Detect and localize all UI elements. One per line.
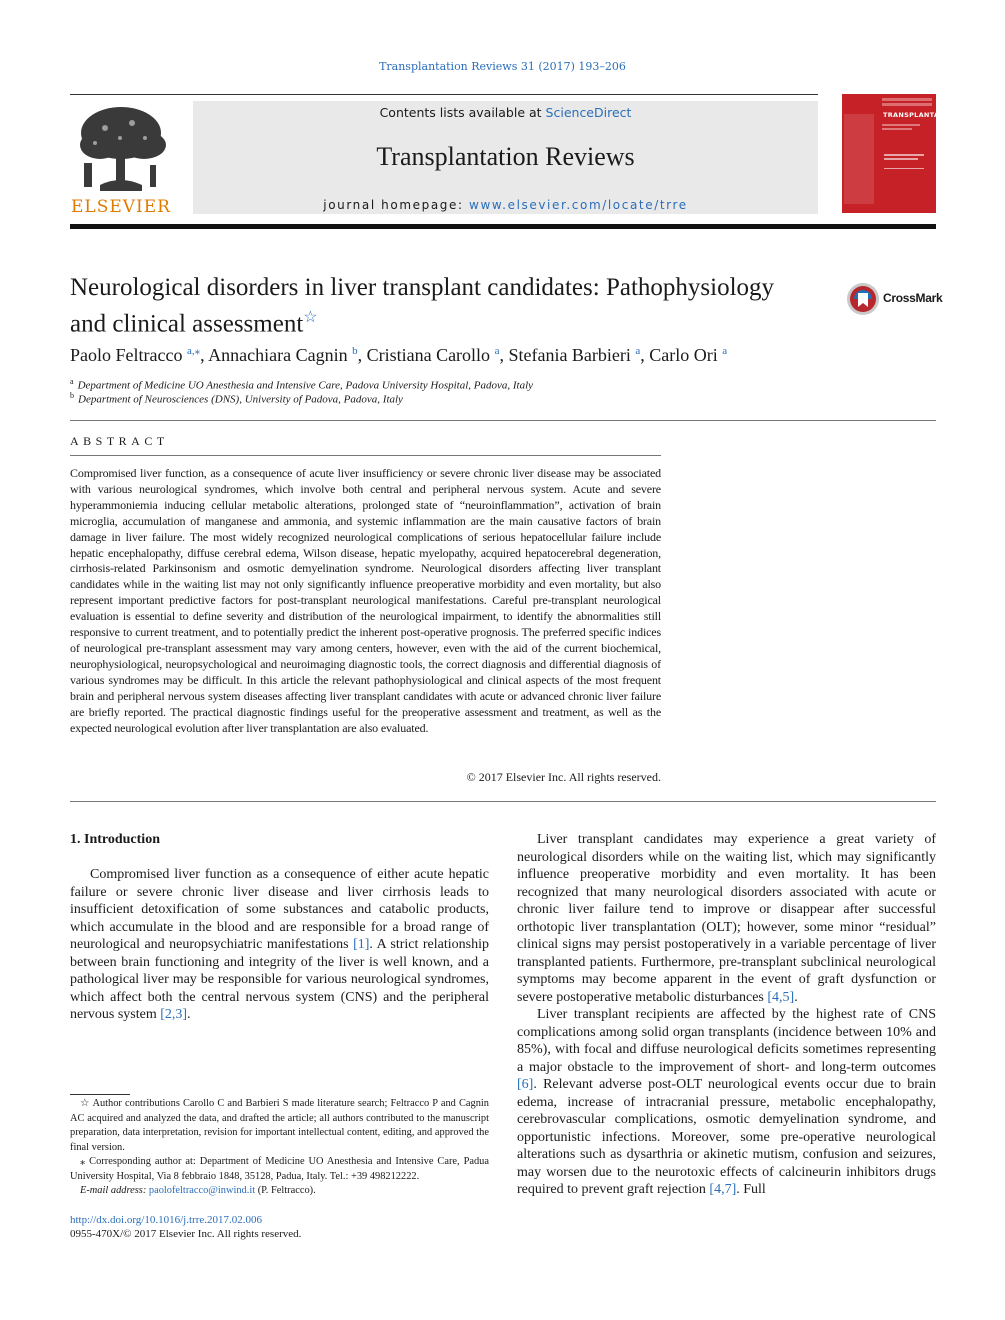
paragraph-text: . Full <box>736 1182 766 1197</box>
footnote-corresponding-author <box>70 1155 489 1184</box>
intro-paragraph-2 <box>517 831 936 1006</box>
paragraph-text: . A strict relationship between brain functioning and integrity of the liver is well known, and a pathological liver may be responsible for various neurological syndromes, which affect both the central nervous system (CNS) and the peripheral nervous system <box>70 937 489 1022</box>
body-column-right <box>517 831 936 1199</box>
doi-link[interactable]: http://dx.doi.org/10.1016/j.trre.2017.02.006 <box>70 1214 262 1226</box>
intro-paragraph-3 <box>517 1006 936 1199</box>
reference-link[interactable]: [1] <box>353 937 370 952</box>
author-list <box>70 344 930 366</box>
author-separator: , <box>499 345 509 365</box>
footnote-text: Corresponding author at: Department of Medicine UO Anesthesia and Intensive Care, Padua University Hospital, Via 8 febbraio 1848, 35128, Padua, Italy. Tel.: +39 498212222. <box>70 1156 489 1182</box>
section-heading-introduction: 1. Introduction <box>70 832 160 847</box>
article-title-text: Neurological disorders in liver transplant candidates: Pathophysiology and clinical assessment <box>70 274 775 338</box>
reference-link[interactable]: [4,5] <box>767 989 795 1005</box>
abstract-heading-rule <box>70 455 661 456</box>
header-rule <box>70 94 818 95</box>
abstract-copyright: © 2017 Elsevier Inc. All rights reserved. <box>466 770 661 784</box>
footnote-rule <box>70 1094 130 1095</box>
crossmark-icon[interactable] <box>846 282 880 316</box>
author-affiliation-mark[interactable]: a,⁎ <box>186 345 201 357</box>
sciencedirect-link[interactable]: ScienceDirect <box>545 105 632 120</box>
affiliation-b-mark: b <box>70 391 74 400</box>
abstract-bottom-rule <box>70 801 936 802</box>
footnote-mark: ☆ <box>80 1098 90 1109</box>
abstract-heading: ABSTRACT <box>70 434 169 448</box>
homepage-link[interactable]: www.elsevier.com/locate/trre <box>469 198 688 212</box>
footnote-email <box>70 1184 489 1199</box>
reference-link[interactable]: [4,7] <box>709 1182 737 1197</box>
paragraph-text: Compromised liver function as a consequence of either acute hepatic failure or severe chronic liver disease and liver cirrhosis leads to insufficient detoxification of some substances and catabolic products, which accumulate in the blood and are responsible for a broad range of neurological and neuropsychiatric manifestations <box>70 867 489 952</box>
title-footnote-mark[interactable]: ☆ <box>303 309 318 326</box>
contents-prefix: Contents lists available at <box>379 105 546 120</box>
intro-paragraph-1 <box>70 866 489 1024</box>
author-name: Paolo Feltracco <box>70 345 183 365</box>
email-suffix: (P. Feltracco). <box>255 1185 316 1196</box>
author-separator: , <box>640 345 650 365</box>
cover-title: TRANSPLANTATION <box>883 111 958 119</box>
author-affiliation-mark[interactable]: a <box>494 345 500 357</box>
article-title <box>70 273 810 339</box>
footnote-text: Author contributions Carollo C and Barbieri S made literature search; Feltracco P and Cagnin AC acquired and analyzed the data, and drafted the article; all authors contributed to the manuscript preparation, data interpretation, revision for important intellectual content, editing, and approved the final version. <box>70 1098 489 1153</box>
abstract-text: Compromised liver function, as a consequence of acute liver insufficiency or severe chronic liver disease may be associated with various neurological syndromes, which involve both central and peripheral nervous system. Acute and severe hyperammoniemia inducing cellular metabolic alterations, prolonged state of “neuroinflammation”, activation of brain microglia, accumulation of manganese and ammonia, and systemic inflammation are the main causative factors of brain damage in liver failure. The most widely recognized neurological complications of serious hepatocellular failure include hepatic encephalopathy, diffuse cerebral edema, Wilson disease, hepatic myelopathy, acquired hepatocerebral degeneration, cirrhosis-related Parkinsonism and osmotic demyelination syndrome. Neurological disorders affecting liver transplant candidates while in the waiting list may not only significantly influence preoperative morbidity and even mortality, but also represent important predictive factors for post-transplant neurological manifestations. Careful pre-transplant neurological evaluation is essential to define severity and distribution of the neurological impairment, to identify the abnormalities still responsive to current treatment, and to potentially predict the inherent post-operative prognosis. The preferred specific indices of neurological pre-transplant assessment may vary among centers, however, even with the aid of the current biochemical, neurophysiological, neuropsychological and neuroimaging diagnostic tools, the correct diagnosis and differential diagnosis of various syndromes may be difficult. In this article the relevant pathophysiological and clinical aspects of the most frequent brain and peripheral nervous system diseases affecting liver transplant candidates with acute or advanced chronic liver failure are briefly reported. The practical diagnostic findings useful for the preoperative assessment and treatment, as well as the expected neurological evolution after liver transplantation are also evaluated. <box>70 466 661 735</box>
paragraph-text: . <box>187 1007 191 1022</box>
homepage-prefix: journal homepage: <box>323 198 470 212</box>
reference-link[interactable]: [6] <box>517 1077 534 1092</box>
body-column-left <box>70 866 489 1024</box>
journal-cover-thumbnail <box>842 94 958 213</box>
author-name: Cristiana Carollo <box>366 345 491 365</box>
email-link[interactable]: paolofeltracco@inwind.it <box>148 1185 256 1196</box>
author-name: Carlo Ori <box>649 345 718 365</box>
footnote-mark: ⁎ <box>80 1156 86 1167</box>
paragraph-text: . <box>794 989 798 1005</box>
affiliation-a-text: Department of Medicine UO Anesthesia and Intensive Care, Padova University Hospital, Padova, Italy <box>77 379 534 392</box>
affiliation-a-mark: a <box>70 377 74 386</box>
author-separator: , <box>200 345 209 365</box>
author-name: Annachiara Cagnin <box>208 345 348 365</box>
header-thick-rule <box>70 224 936 229</box>
author-affiliation-mark[interactable]: a <box>722 345 728 357</box>
paragraph-text: . Relevant adverse post-OLT neurological events occur due to brain edema, increase of intracranial pressure, metabolic encephalopathy, cerebrovascular complications, osmotic demyelination syndrome, and opportunistic infections. Moreover, some pre-operative neurological alterations such as dysarthria or akinetic mutism, confusion and seizures, may worsen due to the neurotoxic effects of calcineurin inhibitors drugs required to prevent graft rejection <box>517 1077 936 1197</box>
homepage-line <box>193 198 818 212</box>
author-affiliation-mark[interactable]: b <box>352 345 358 357</box>
email-label: E-mail address: <box>80 1185 149 1196</box>
abstract-top-rule <box>70 420 936 421</box>
footnote-author-contributions <box>70 1097 489 1155</box>
author-affiliation-mark[interactable]: a <box>635 345 641 357</box>
reference-link[interactable]: [2,3] <box>160 1007 188 1022</box>
author-name: Stefania Barbieri <box>508 345 631 365</box>
affiliation-b <box>70 391 403 406</box>
paragraph-text: Liver transplant recipients are affected by the highest rate of CNS complications among solid organ transplants (incidence between 10% and 85%), with focal and diffuse neurological deficits sometimes representing a major obstacle to the improvement of short- and long-term outcomes <box>517 1007 936 1075</box>
footnotes <box>70 1097 489 1199</box>
issn-line: 0955-470X/© 2017 Elsevier Inc. All rights reserved. <box>70 1228 302 1240</box>
paragraph-text: Liver transplant candidates may experience a great variety of neurological disorders while on the waiting list, which may significantly influence preoperative morbidity and even mortality. It has been recognized that many neurological disorders associated with acute or chronic liver failure tend to improve or disappear after successful orthotopic liver transplantation (OLT); however, some minor “residual” clinical signs may persist postoperatively in a variable percentage of liver transplanted patients. Furthermore, pre-transplant subclinical neurological symptoms may become apparent in the event of graft dysfunction or severe postoperative metabolic disturbances <box>517 832 936 1005</box>
author-separator: , <box>357 345 367 365</box>
elsevier-wordmark: ELSEVIER <box>71 197 171 217</box>
crossmark-label[interactable]: CrossMark <box>883 291 943 305</box>
contents-line <box>193 105 818 120</box>
affiliation-b-text: Department of Neurosciences (DNS), University of Padova, Padova, Italy <box>78 393 403 406</box>
journal-citation[interactable]: Transplantation Reviews 31 (2017) 193–206 <box>379 60 626 73</box>
affiliation-a <box>70 377 533 392</box>
journal-title: Transplantation Reviews <box>376 142 635 171</box>
